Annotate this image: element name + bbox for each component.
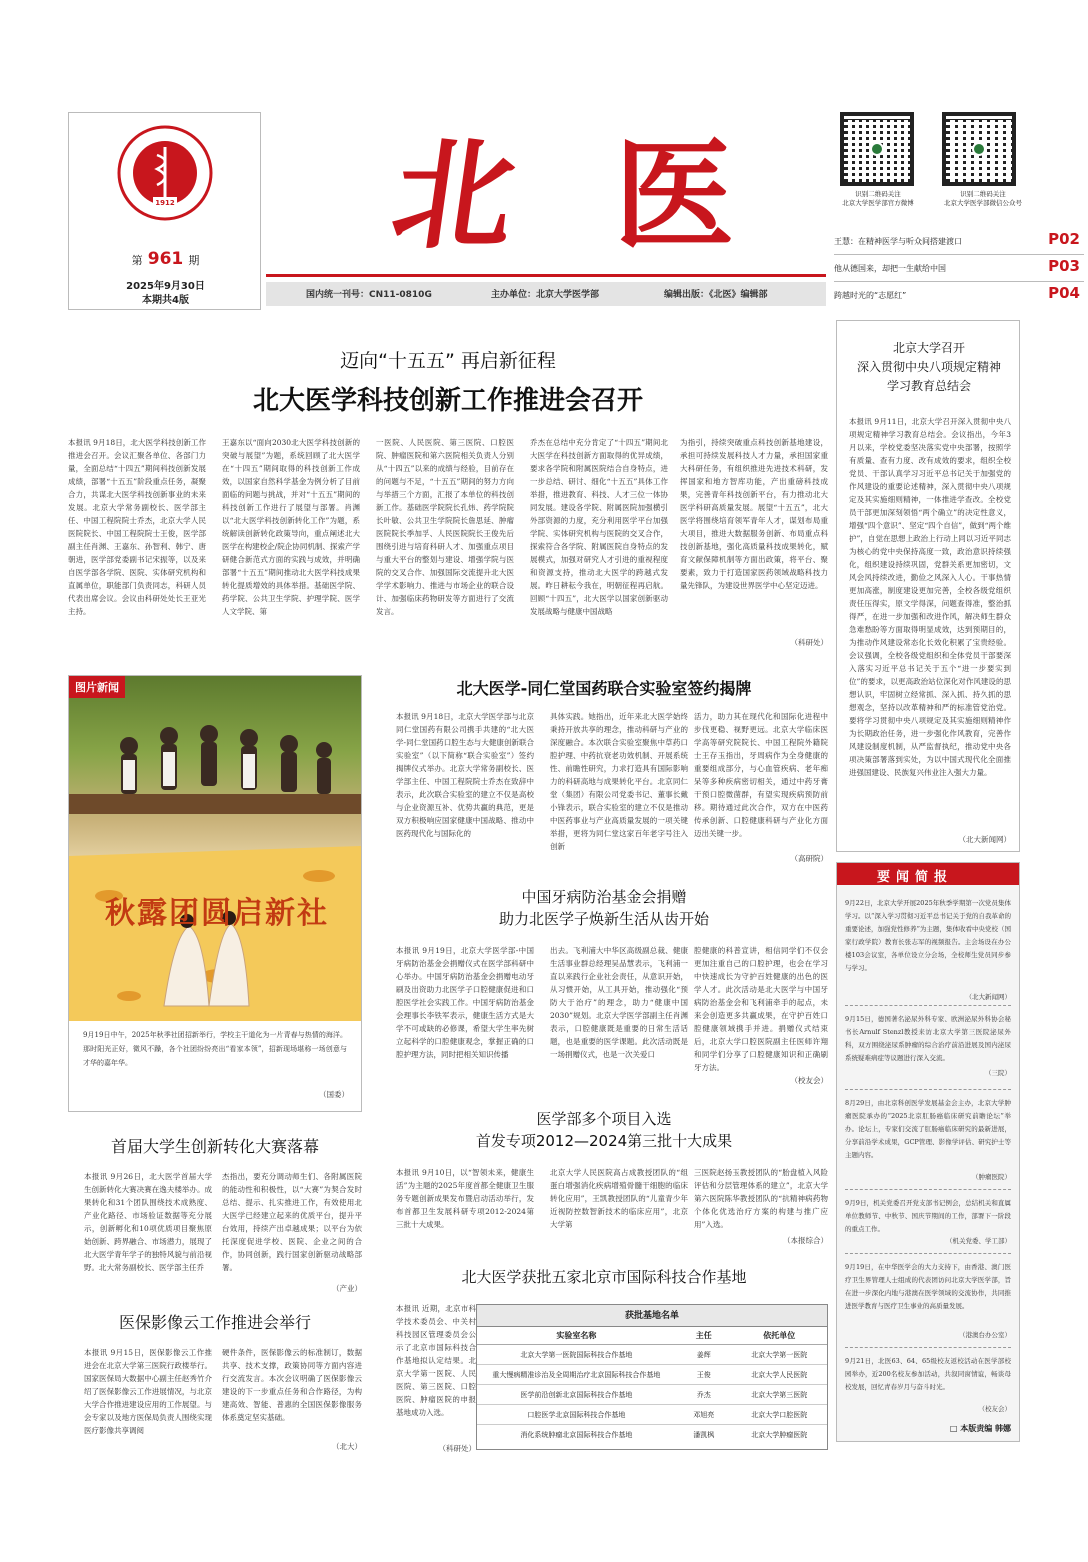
photo-news-tag: 图片新闻: [69, 676, 125, 698]
lab-col-1: 本报讯 9月18日，北京大学医学部与北京同仁堂国药有限公司携手共建的“北大医学-同仁堂国药口腔生态与大健康创新联合实验室”（以下简称“联合实验室”）签约揭牌仪式举办。北京大学常务副校长、医学部主任、中国工程院院士乔杰在致辞中表示，此次联合实验室的建立不仅是高校与企业资源互补、优势共赢的典范，更是双方积极响应国家健康中国战略、推动中医药现代化与国际化的: [396, 712, 534, 838]
dental-col-1: 本报讯 9月19日，北京大学医学部-中国牙病防治基金会捐赠仪式在医学部科研中心举办。中国牙病防治基金会捐赠电动牙刷及出资助力北医学子口腔健康促进和口腔医学社会实践工作。中国牙病防治基金会理事长李铁军表示，健康生活方式是大学不可或缺的必修课，希望大学生率先树立起科学的口腔健康观念，掌握正确的口腔护理方法，同时把相关知识传播: [396, 946, 534, 1059]
index-item[interactable]: 他从德国来，却把一生献给中国 P03: [834, 255, 1084, 282]
dental-title-1: 中国牙病防治基金会捐赠: [521, 888, 687, 906]
side-title-3: 学习教育总结会: [886, 379, 971, 393]
issue-value: 961: [147, 249, 184, 269]
contest-title: 首届大学生创新转化大赛落幕: [110, 1137, 319, 1156]
photo-caption: 9月19日中午，2025年秋季社团招新举行，学校主干道化为一片青春与热情的海洋。那时阳光正好，微风不躁，各个社团纷纷亮出“看家本领”，招新现场堪称一场创意与才华的嘉年华。: [83, 1031, 347, 1067]
photo: [69, 676, 361, 1021]
qr-caption-weibo: 识别二维码关注 北京大学医学部官方微博: [842, 190, 914, 207]
lead-col-1: 本报讯 9月18日，北大医学科技创新工作推进会召开。会议汇聚各单位、各部门力量，全面总结“十四五”期间科技创新发展成绩，部署“十五五”阶段重点任务，凝聚合力，共谋北大医学科技创新事业的未来发展。北京大学常务副校长、医学部主任、中国工程院院士乔杰，北京大学人民医院院长、中国工程院院士王俊，医学部副主任肖渊、王嘉东、孙智利、韩宁、唐朝进，医学部党委副书记宋振等，以及来自医学部各学院、医院、实体研究机构和直属单位，职能部门负责同志，科研人员代表出席会议。会议由科研处处长王亚光主持。: [68, 438, 206, 616]
brief-header-bar: [837, 863, 1019, 885]
brief-divider: [845, 1089, 1011, 1090]
side-byline: （北大新闻网）: [958, 835, 1011, 844]
brief-source: （北大新闻网）: [965, 993, 1011, 1001]
lead-title: 北大医学科技创新工作推进会召开: [252, 386, 643, 416]
lab-article: [380, 672, 828, 872]
masthead: [68, 112, 1088, 314]
lead-col-2: 王嘉东以“面向2030北大医学科技创新的突破与展望”为题，系统回顾了北大医学在“十四五”期间取得的科技创新工作成效，以国家自然科学基金为例分析了目前面临的问题与挑战，并对“十五五”期间的科技创新工作进行了展望与部署。肖渊以“北大医学科技创新转化工作”为题，系统解读创新转化政策导向，重点阐述北大医学在构建校企/院企协同机制、探索产学研健合新范式方面的实践与成效，并明确部署“十五五”期间推动北大医学科技成果转化提质增效的具体举措。基础医学院、药学院、公共卫生学院、护理学院、医学人文学院、第: [222, 438, 360, 616]
publication-no: 国内统一刊号：CN11-0810G: [306, 290, 432, 300]
title-char-2: 医: [614, 125, 734, 266]
issue-date: 2025年9月30日: [126, 281, 205, 292]
lead-col-3: 一医院、人民医院、第三医院、口腔医院、肿瘤医院和第六医院相关负责人分别从“十四五”以来的成绩与经验，目前存在的问题与不足，“十五五”期间的努力方向与举措三个方面，汇报了本单位的科技创新工作。基础医学院院长孔炜、药学院院长叶敏、公共卫生学院院长詹思延、肿瘤医院院长季加孚、人民医院院长王俊先后围绕引进与培育科研人才、加强重点项目与重大平台的整划与建设、增强学院与医院的交叉合作、加强国际交流提升北大医学学术影响力、推进与市场企业的联合设计、加强临床药物研发等方面进行了交流发言。: [376, 438, 514, 616]
table-title: 获批基地名单: [477, 1305, 827, 1327]
intl-byline: （科研处）: [438, 1444, 476, 1453]
page-editor: □ 本版责编 韩娜: [949, 1424, 1011, 1433]
awards-article: [380, 1104, 828, 1254]
photo-scene: [69, 676, 361, 1021]
contest-byline: （产业）: [332, 1284, 362, 1293]
dental-col-3: 腔健康的科普宣讲，相信同学们不仅会更加注重自己的口腔护理，也会在学习中快速成长为守护百姓健康的出色的医学人才。此次活动是北大医学与中国牙病防治基金会和飞利浦牵手的起点，未来会创造更多共赢成果，在守护百姓口腔健康领域携手并进。捐赠仪式结束后，北京大学口腔医院副主任医师许翔和同学们分享了口腔健康知识和正确刷牙方法。: [694, 946, 828, 1072]
pages-total: 本期共4版: [142, 295, 189, 306]
brief-box: [836, 862, 1020, 1442]
issue-suffix: 期: [188, 254, 200, 267]
awards-col-1: 本报讯 9月10日，以“智领未来，健康生活”为主题的2025年度首都全健康卫生服务专题创新成果发布暨启动活动举行，发布首都卫生发展科研专项2012-2024第三批十大成果。: [396, 1168, 534, 1229]
table-row: 医学前沿创新北京国际科技合作基地 乔杰 北京大学第三医院: [477, 1385, 827, 1405]
photo-byline: （国委）: [319, 1090, 349, 1099]
lab-col-3: 活力，助力其在现代化和国际化进程中步伐更稳、视野更远。北京大学临床医学高等研究院院长、中国工程院外籍院士王存玉指出，牙周病作为全身健康的重要组成部分，与心血管疾病、老年痴呆等多种疾病密切相关，通过中药牙膏干预口腔微菌群，有望实现疾病预防前移。期待通过此次合作，双方在中医药传承创新、口腔健康科研与产业化方面迈出关键一步。: [694, 712, 828, 838]
photo-news: [68, 675, 362, 1112]
logo-year: 1912: [155, 199, 175, 207]
awards-byline: （本报综合）: [783, 1236, 828, 1245]
table-row: 重大慢病精准诊治及全周期治疗北京国际科技合作基地 王俊 北京大学人民医院: [477, 1365, 827, 1385]
intl-article: [380, 1262, 828, 1458]
photo-stage-text: 秋露团圆启新社: [105, 896, 329, 931]
awards-title-1: 医学部多个项目入选: [536, 1110, 672, 1128]
page-index: [834, 228, 1084, 309]
lab-col-2: 具体实践。她指出，近年来北大医学始终秉持开放共享的理念，推动科研与产业的深度融合。本次联合实验室聚焦中草药口腔护理、中药抗衰老功效机制、开展系统性、前瞻性研究，力求打造具有国际影响力的科研高地与成果转化平台。北京同仁堂（集团）有限公司党委书记、董事长戴小锋表示，联合实验室的建立不仅是推动中医药事业与产业高质量发展的一项关键举措，更将为同仁堂这家百年老字号注入创新: [550, 712, 688, 851]
index-item[interactable]: 王慧：在精神医学与听众间搭建渡口 P02: [834, 228, 1084, 255]
brief-header: 要闻简报: [877, 870, 954, 885]
intl-title: 北大医学获批五家北京市国际科技合作基地: [461, 1268, 747, 1286]
dental-title-2: 助力北医学子焕新生活从齿开始: [498, 910, 709, 928]
brief-item: 9月9日，机关党委召开党支部书记例会，总结机关和直属单位教师节、中秋节、国庆节期间的工作，部署下一阶段的重点工作。: [845, 1199, 1011, 1233]
awards-col-2: 北京大学人民医院高占成教授团队的“组蛋白增强消化疾病增殖骨髓干细胞的临床转化应用”，王凯教授团队的“儿童青少年近视防控数智新技术的临床应用”，北京大学第: [550, 1168, 688, 1229]
masthead-bar: [266, 274, 826, 310]
dental-article: [380, 882, 828, 1092]
dental-byline: （校友会）: [790, 1076, 828, 1085]
brief-source: （肿瘤医院）: [972, 1173, 1011, 1181]
side-body: 本报讯 9月11日，北京大学召开深入贯彻中央八项规定精神学习教育总结会。会议指出，今年3月以来，学校党委坚决落实党中央部署，按照学有质量、查有力度、改有成效的要求，组织全校党员、干部认真学习习近平总书记关于加强党的作风建设的重要论述精神，深入贯彻中央八项规定及其实施细则精神，一体推进学查改。全校党员干部更加深刻领悟“两个确立”的决定性意义，增强“四个意识”、坚定“四个自信”，做到“两个维护”，自觉在思想上政治上行动上同以习近平同志为核心的党中央保持高度一致，政治意识持续强化，组织建设持续巩固，党群关系更加密切，文风会风持续改进，勤俭之风深入人心。干事热情更加高涨，制度建设更加完善，全校各级党组织责任压得实，原文学得深，问题查得准，整治抓得严，在进一步加强和改进作风，解决师生群众急难愁盼等方面取得明显成效，达到预期目的，为推动作风建设常态化长效化积累了宝贵经验。会议强调，全校各级党组织和全体党员干部要深入落实习近平总书记关于五个“进一步要实到位”的要求，以更高政治站位深化对作风建设的思想认识，牢固树立经常抓、深入抓、持久抓的思想观念，坚持以改革精神和严的标准管党治党。要将学习贯彻中央八项规定及其实施细则精神作为长期政治任务，进一步强化作风教育，完善作风建设制度机制，从严监督执纪，推动党中央各项决策部署落到实处，为以中国式现代化全面推进强国建设、民族复兴伟业注入强大力量。: [849, 417, 1011, 777]
imaging-title: 医保影像云工作推进会举行: [118, 1313, 311, 1332]
awards-title-2: 首发专项2012—2024第三批十大成果: [475, 1132, 733, 1150]
brief-item: 9月22日，北京大学开展2025年秋季学期第一次党员集体学习。以“深入学习贯彻习近平总书记关于党的自我革命的重要论述，加强党性修养”为主题，集体收看中央党校（国家行政学院）教育长张志军的视频报告。主会场设在办公楼103会议室，各单位设立分会场，全校师生党员同步参与学习。: [845, 899, 1011, 972]
intl-intro: 本报讯 近期，北京市科学技术委员会、中关村科技园区管理委员会公示了北京市国际科技合作基地拟认定结果。北京大学第一医院、人民医院、第三医院、口腔医院、肿瘤医院的申报基地成功入选。: [396, 1304, 476, 1417]
contest-col-1: 本报讯 9月26日，北大医学首届大学生创新转化大赛决赛在逸夫楼举办。成果转化和31个团队围绕技术成熟度、产业化路径、市场验证数据等充分展示，创新孵化和10项优质项目聚焦原始创新、跨界融合、市场潜力，展现了北大医学青年学子的独特风貌与前沿视野。北大常务副校长、医学部主任乔: [84, 1172, 212, 1272]
lab-byline: （高研院）: [790, 854, 828, 863]
awards-col-3: 三医院赵扬玉教授团队的“胎盘植入风险评估和分层管理体系的建立”，北京大学第六医院陈华教授团队的“抗精神病药物个体化优选治疗方案的构建与推广应用”入选。: [694, 1168, 828, 1229]
paper-title: [384, 125, 754, 266]
table-header-row: 实验室名称 主任 依托单位: [477, 1327, 827, 1345]
lab-title: 北大医学-同仁堂国药联合实验室签约揭牌: [456, 679, 752, 698]
dental-col-2: 出去。飞利浦大中华区高级副总裁、健康生活事业群总经理吴品慧表示，飞利浦一直以来践行企业社会责任，从意识开始，从习惯开始，从工具开始，推动强化“预防大于治疗”的理念，助力“健康中国2030”规划。北京大学医学部副主任肖渊表示，口腔健康既是重要的日常生活话题，也是重要的医学课题。此次活动既是一场捐赠仪式，也是一次关爱口: [550, 946, 688, 1059]
lead-byline: （科研处）: [790, 638, 828, 647]
title-char-1: 北: [384, 125, 524, 266]
brief-divider: [845, 1253, 1011, 1254]
brief-item: 9月19日，在中华医学会的大力支持下，由香港、澳门医疗卫生界管理人士组成的代表团访问北京大学医学部，旨在进一步深化内地与港澳在医学领域的交流协作，共同推进医学教育与医疗卫生事业的高质量发展。: [845, 1263, 1011, 1310]
imaging-byline: （北大）: [332, 1442, 362, 1451]
imaging-col-1: 本报讯 9月15日，医保影像云工作推进会在北京大学第三医院行政楼举行。国家医保局大数据中心副主任赵秀竹介绍了医保影像云工作进展情况，与北京大学合作推进建设应用的工作展望。与会专家以及地方医保局负责人围绕实现医疗影像共享调阅: [84, 1348, 212, 1435]
lead-col-4: 乔杰在总结中充分肯定了“十四五”期间北大医学在科技创新方面取得的优异成绩，要求各学院和附属医院结合自身特点，进一步总结、研讨、细化“十五五”具体工作举措，推进教育、科技、人才三位一体协同发展。建设各学院、附属医院加强横引外部资源的力度，充分利用医学平台加强学院、实体研究机构与医院的交叉合作，探索符合各学院、附属医院自身特点的发展模式，加强对研究人才引进的重视程度和资源支持，推动北大医学的跨越式发展。昨日耕耘今我在，明朝征程再启航。回顾“十四五”，北大医学以国家创新驱动发展战略与健康中国战略: [530, 438, 668, 616]
brief-divider: [845, 1189, 1011, 1190]
imaging-col-2: 硬件条件，医保影像云的标准制订，数据共享、技术支撑，政策协同等方面内容进行交流发言。本次会议明确了医保影像云建设的下一步重点任务和合作路径，为构建高效、智能、普惠的全国医保影像服务体系奠定坚实基础。: [222, 1348, 362, 1422]
lead-kicker: 迈向“十五五” 再启新征程: [340, 350, 556, 372]
side-title-1: 北京大学召开: [892, 341, 965, 355]
issue-prefix: 第: [131, 254, 143, 267]
lead-article: [68, 340, 828, 665]
side-title-2: 深入贯彻中央八项规定精神: [856, 360, 1001, 374]
lead-col-5: 为指引，持续突破重点科技创新基地建设，承担可持续发展科技人才力量，承担国家重大科研任务，有组织推进先进技术科研，发挥国家和地方智库功能，产出重磅科技成果，完善青年科技创新平台，有力推动北大医学科研高质量发展。展望“十五五”，北大医学将围绕培育领军青年人才，谋划布局重大项目，推进大数据服务创新、布局重点科技创新基地，强化高质量科技成果转化，赋育文献保障机制等方面出政策，将平台、聚要素，致力于打造国家医药领域战略科技力量先锋队，为建设世界医学中心坚定迈进。: [680, 438, 828, 590]
brief-item: 9月21日，北医63、64、65级校友返校活动在医学部校园举办，近200名校友参加活动，共叙同窗情谊，畅谈母校发展，回忆青春岁月与奋斗时光。: [845, 1357, 1011, 1391]
editor: 编辑出版：《北医》编辑部: [664, 290, 768, 300]
brief-divider: [845, 1005, 1011, 1006]
sponsor: 主办单位：北京大学医学部: [491, 290, 600, 300]
brief-source: （三院）: [985, 1069, 1011, 1077]
brief-item: 8月29日，由北京科创医学发展基金会主办，北京大学肿瘤医院承办的“2025北京肛肠癌临床研究前瞻论坛”举办。论坛上，专家们交流了肛肠癌临床研究的最新进展，分享前沿学术成果，GCP管理、影像学评估、研究护士等主题内容。: [845, 1099, 1011, 1159]
issue-number: [69, 249, 262, 269]
index-item[interactable]: 跨越时光的“志愿红” P04: [834, 284, 1080, 302]
brief-source: （港澳台办公室）: [959, 1331, 1011, 1339]
qr-code-wechat[interactable]: [942, 112, 1016, 186]
brief-item: 9月15日，德国著名泌尿外科专家、欧洲泌尿外科协会秘书长Arnulf Stenzl教授来访北京大学第三医院泌尿外科，双方围绕泌尿系肿瘤的综合治疗前沿进展及国内泌尿系统疑难病症等议题进行深入交流。: [845, 1015, 1011, 1062]
bases-table: [476, 1304, 828, 1450]
contest-col-2: 杰指出，要充分调动师生们、各附属医院的能动性和积极性，以“大赛”为契合发时总结、提示、扎实推进工作，有效使用北大医学已经建立起来的优质平台，提升平台效用，持续产出卓越成果；以平台为依托深度促进学校、医院、企业之间的合作，协同创新，践行国家创新驱动战略部署。: [222, 1172, 362, 1272]
sidebar-meeting: [836, 320, 1020, 852]
contest-article: [68, 1130, 362, 1298]
qr-code-weibo[interactable]: [840, 112, 914, 186]
brief-source: （校友会）: [978, 1405, 1011, 1413]
issue-box: [68, 112, 261, 310]
qr-caption-wechat: 识别二维码关注 北京大学医学部微信公众号: [944, 190, 1022, 207]
table-row: 消化系统肿瘤北京国际科技合作基地 潘凯枫 北京大学肿瘤医院: [520, 1431, 808, 1439]
brief-source: （机关党委、学工部）: [946, 1237, 1011, 1245]
table-row: 口腔医学北京国际科技合作基地 邓旭亮 北京大学口腔医院: [477, 1405, 827, 1425]
imaging-article: [68, 1306, 362, 1456]
brief-divider: [845, 1347, 1011, 1348]
table-row: 北京大学第一医院国际科技合作基地 姜辉 北京大学第一医院: [477, 1345, 827, 1365]
